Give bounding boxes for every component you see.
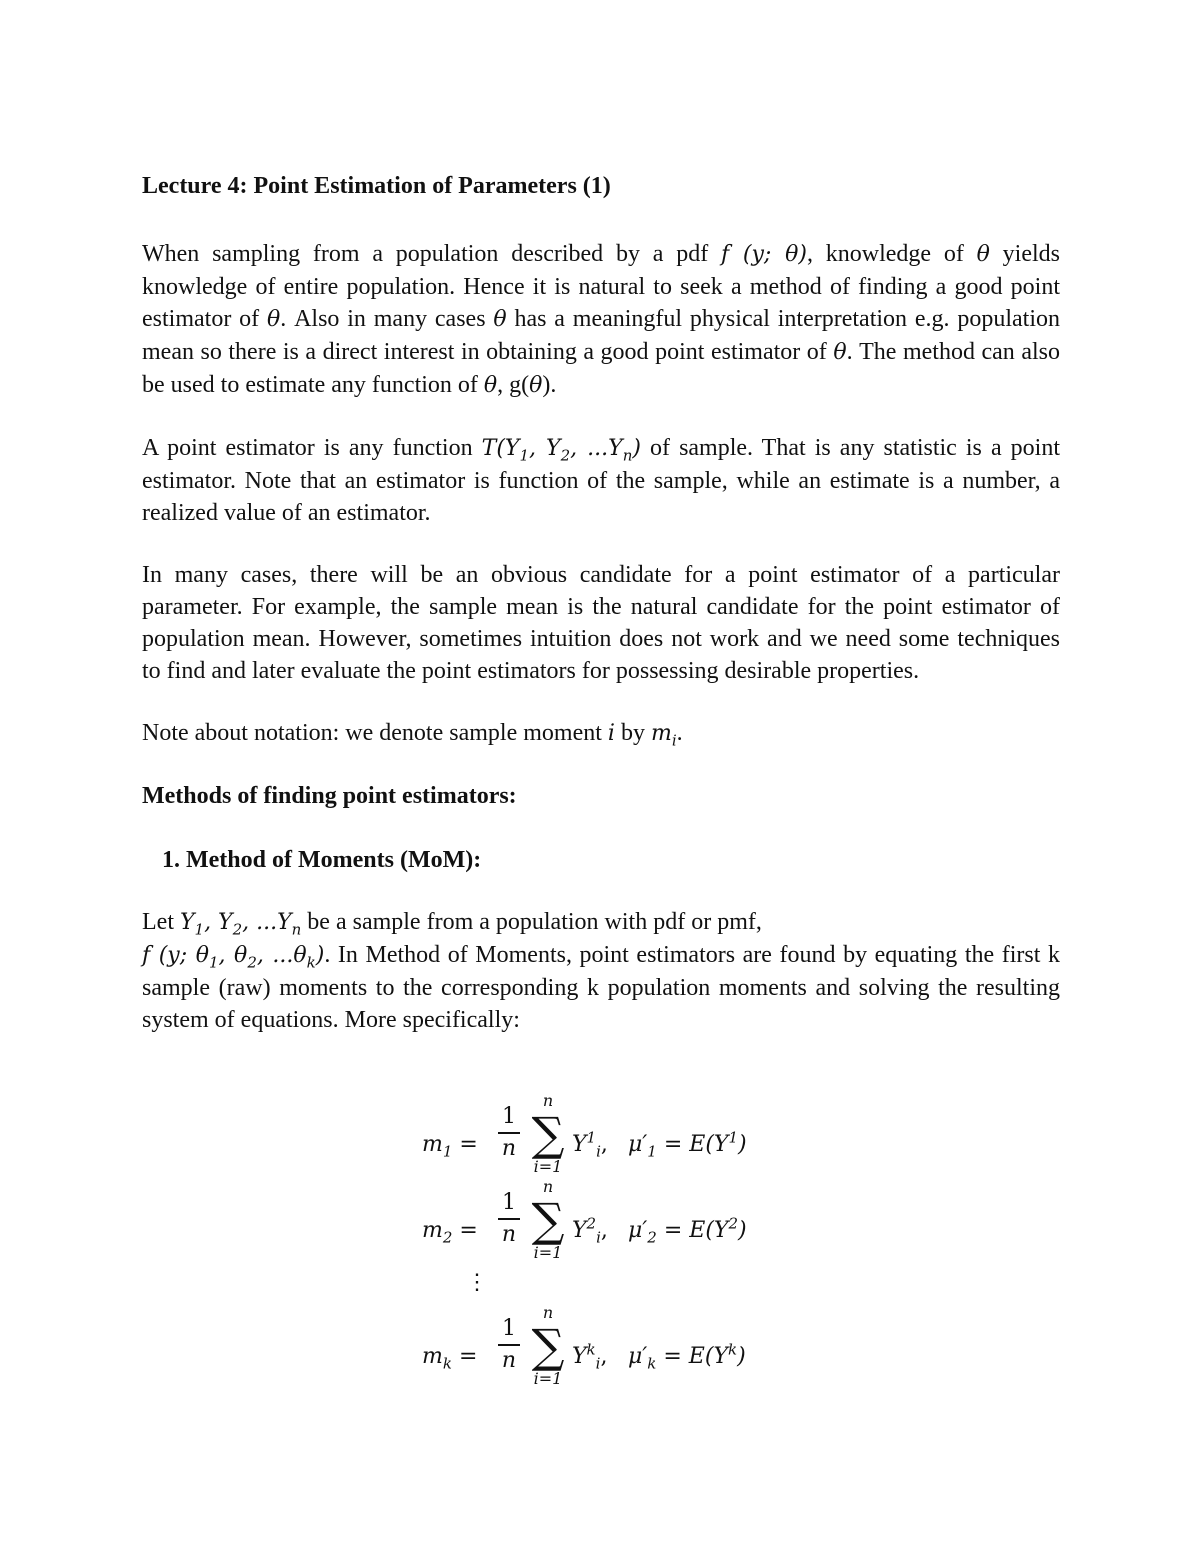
math-theta: θ (976, 242, 990, 267)
math-sub: 1 (194, 920, 205, 939)
math-part: m (422, 1218, 443, 1243)
math-part: m (422, 1344, 443, 1369)
math-part: f (y; θ (142, 943, 209, 968)
math-pdf-params (142, 943, 325, 972)
math-part: Y (572, 1218, 587, 1243)
math-sub: k (442, 1354, 452, 1373)
paragraph-intro (142, 238, 1060, 402)
population-moment (628, 1214, 747, 1247)
math-sub: i (596, 1142, 601, 1161)
math-sub: i (596, 1228, 601, 1247)
math-sub: 2 (232, 920, 243, 939)
math-mi (650, 721, 677, 750)
fraction (498, 1104, 520, 1162)
paragraph-point-estimator (142, 432, 1060, 529)
sum-upper: n (542, 1177, 554, 1196)
math-statistic (481, 436, 641, 465)
math-part: , (600, 1218, 608, 1243)
math-part: = E(Y (656, 1132, 729, 1157)
math-sub: i (595, 1354, 601, 1373)
sum-upper: n (542, 1091, 554, 1110)
method-heading: 1. Method of Moments (MoM): (162, 847, 482, 873)
math-sub: 2 (442, 1228, 453, 1247)
math-part: Y (179, 910, 195, 935)
math-sup: 2 (728, 1214, 738, 1233)
sigma-icon: ∑ (531, 1319, 565, 1373)
math-pdf: f (y; θ) (720, 242, 807, 267)
math-part: ) (632, 436, 641, 461)
math-sub: 1 (519, 446, 529, 465)
fraction-bar (498, 1132, 520, 1134)
fraction-bar (498, 1344, 520, 1346)
math-sub: 1 (442, 1142, 453, 1161)
math-i: i (607, 721, 615, 746)
math-sub: 2 (247, 953, 257, 972)
summation (530, 1178, 566, 1262)
moment-equations (390, 1092, 950, 1412)
math-sup: 1 (586, 1128, 597, 1147)
sum-lower: i=1 (533, 1157, 563, 1176)
equation-k (390, 1304, 950, 1414)
population-moment (628, 1128, 747, 1161)
math-sub: k (306, 953, 316, 972)
math-theta: θ (483, 373, 498, 398)
text: ). (542, 372, 557, 398)
math-part: , (600, 1344, 608, 1369)
math-part: μ′ (628, 1344, 648, 1369)
math-theta: θ (493, 307, 507, 332)
sum-term (572, 1214, 608, 1247)
sum-term (572, 1340, 608, 1373)
text: A point estimator is any function (142, 435, 482, 461)
math-part: , θ (218, 943, 248, 968)
math-part: , Y (529, 436, 561, 461)
math-part: , (600, 1132, 608, 1157)
sum-upper: n (542, 1303, 554, 1322)
text: . Also in many cases (280, 306, 494, 332)
math-part: , ...θ (256, 943, 307, 968)
text: . (676, 720, 683, 746)
text: of sample. That is any statistic is a point estimator. Note that an estimator is function of the sample, while an estimate is a number, a realized value of an estimator. (142, 435, 1061, 526)
text: . In Method of Moments, point estimators are found by equating the first k sample (raw) moments to the corresponding k population moments and solving the resulting system of equations. More specifically: (142, 942, 1060, 1033)
math-part: = E(Y (656, 1344, 728, 1369)
math-sub: n (291, 920, 302, 939)
text: , g( (497, 372, 530, 398)
summation (530, 1092, 566, 1176)
equals-sign: = (452, 1132, 478, 1157)
eq-lhs (422, 1132, 478, 1161)
numerator: 1 (502, 1190, 516, 1215)
population-moment (628, 1340, 746, 1373)
text: has a meaningful physical interpretation e.g. population mean so there is a direct interest in obtaining a good point estimator of (142, 306, 1061, 365)
math-part: m (422, 1132, 443, 1157)
math-part: , Y (204, 910, 233, 935)
math-part: ) (737, 1132, 747, 1157)
math-theta: θ (266, 307, 281, 332)
math-sub: 1 (208, 953, 219, 972)
fraction-bar (498, 1218, 520, 1220)
math-part: = E(Y (656, 1218, 729, 1243)
paragraph-notation (142, 717, 1060, 750)
math-sup: k (727, 1340, 738, 1359)
fraction (498, 1190, 520, 1248)
text: When sampling from a population described by a pdf (142, 241, 721, 267)
section-heading: Methods of finding point estimators: (142, 783, 517, 809)
math-part: Y (572, 1344, 587, 1369)
equals-sign: = (452, 1218, 478, 1243)
denominator: n (501, 1348, 517, 1373)
math-sample (179, 910, 302, 939)
paragraph-mom (142, 906, 1060, 1036)
vertical-ellipsis: ⋮ (466, 1270, 488, 1295)
text: be a sample from a population with pdf or pmf, (301, 909, 762, 935)
sum-term (572, 1128, 608, 1161)
math-part: , ...Y (242, 910, 292, 935)
equals-sign: = (451, 1344, 478, 1369)
math-sub: k (647, 1354, 657, 1373)
denominator: n (501, 1136, 517, 1161)
math-part: μ′ (628, 1218, 648, 1243)
text: , knowledge of (806, 241, 977, 267)
math-sup: 2 (586, 1214, 597, 1233)
summation (530, 1304, 566, 1388)
math-part: , ...Y (570, 436, 623, 461)
math-theta: θ (833, 340, 847, 365)
sum-lower: i=1 (533, 1369, 563, 1388)
numerator: 1 (502, 1104, 516, 1129)
math-part: ) (315, 943, 325, 968)
text: by (614, 720, 651, 746)
text: yields knowledge of entire population. Hence it is natural to seek a method of finding a good point estimator of (142, 241, 1060, 332)
eq-lhs (422, 1218, 478, 1247)
paragraph-candidates: In many cases, there will be an obvious candidate for a point estimator of a particular parameter. For example, the sample mean is the natural candidate for the point estimator of population mean. However, sometimes intuition does not work and we need some techniques to find and later evaluate the point estimators for possessing desirable properties. (142, 562, 1060, 684)
text: . The method can also be used to estimate any function of (142, 339, 1061, 398)
fraction (498, 1316, 520, 1374)
math-sup: 1 (728, 1128, 738, 1147)
math-part: m (650, 721, 672, 746)
sigma-icon: ∑ (531, 1107, 565, 1161)
sigma-icon: ∑ (531, 1193, 565, 1247)
math-sub: 2 (647, 1228, 657, 1247)
math-part: ) (737, 1218, 747, 1243)
text: Let (142, 909, 180, 935)
math-sub: i (671, 731, 677, 750)
math-part: ) (737, 1344, 746, 1369)
math-theta: θ (529, 373, 543, 398)
math-part: T(Y (481, 436, 520, 461)
math-part: Y (572, 1132, 587, 1157)
denominator: n (501, 1222, 517, 1247)
math-sub: n (622, 446, 633, 465)
eq-lhs (422, 1344, 478, 1373)
math-sub: 2 (560, 446, 571, 465)
math-part: μ′ (628, 1132, 648, 1157)
math-sub: 1 (647, 1142, 657, 1161)
numerator: 1 (502, 1316, 516, 1341)
document-body (142, 170, 1060, 1036)
sum-lower: i=1 (533, 1243, 563, 1262)
text: Note about notation: we denote sample moment (142, 720, 608, 746)
lecture-title: Lecture 4: Point Estimation of Parameters (1) (142, 173, 611, 199)
math-sup: k (586, 1340, 596, 1359)
